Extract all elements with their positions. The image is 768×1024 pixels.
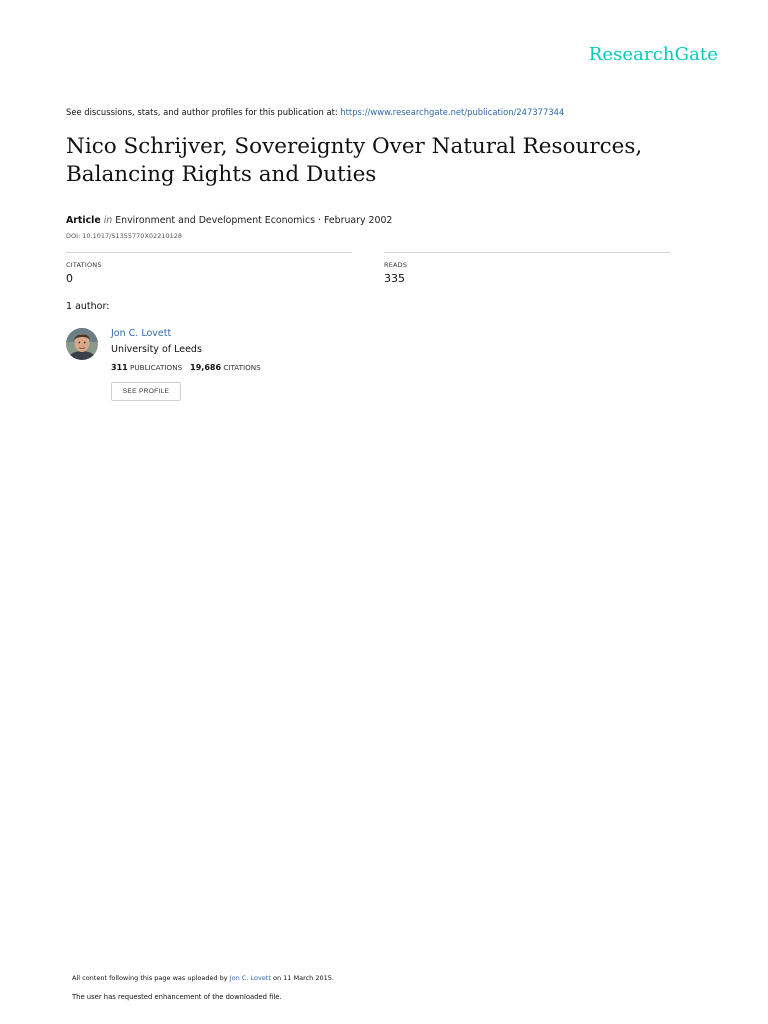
researchgate-logo[interactable]: ResearchGate (588, 44, 718, 65)
publication-meta (66, 215, 392, 226)
authors-heading: 1 author: (66, 301, 110, 312)
journal-date[interactable]: Environment and Development Economics · February 2002 (115, 215, 393, 226)
discussion-line (66, 107, 564, 117)
reads-label: READS (384, 261, 408, 269)
author-citations-label: CITATIONS (223, 363, 261, 372)
enhancement-note: The user has requested enhancement of the downloaded file. (72, 993, 282, 1001)
upload-note (72, 974, 334, 982)
publication-title: Nico Schrijver, Sovereignty Over Natural Resources, Balancing Rights and Duties (66, 134, 643, 187)
publication-doi: DOI: 10.1017/S1355770X02210128 (66, 232, 182, 240)
citations-value: 0 (66, 272, 73, 285)
divider-reads (384, 252, 670, 253)
avatar-photo-icon (66, 328, 98, 360)
publication-url-link[interactable]: https://www.researchgate.net/publication/247377344 (340, 107, 565, 117)
citations-label: CITATIONS (66, 261, 102, 269)
in-word: in (103, 215, 113, 226)
author-name-link[interactable]: Jon C. Lovett (111, 328, 172, 339)
upload-suffix: on 11 March 2015. (270, 974, 334, 982)
author-publications-label: PUBLICATIONS (130, 363, 183, 372)
author-publications-count: 311 (111, 363, 128, 372)
reads-value: 335 (384, 272, 405, 285)
author-institution: University of Leeds (111, 344, 202, 355)
author-avatar[interactable] (66, 328, 98, 360)
author-stats (111, 363, 261, 372)
divider-citations (66, 252, 352, 253)
upload-prefix: All content following this page was uploaded by (72, 974, 230, 982)
publication-type: Article (66, 215, 101, 226)
discussion-text: See discussions, stats, and author profiles for this publication at: (66, 107, 341, 117)
uploader-link[interactable]: Jon C. Lovett (229, 974, 271, 982)
see-profile-button[interactable]: SEE PROFILE (111, 382, 181, 401)
author-citations-count: 19,686 (190, 363, 222, 372)
